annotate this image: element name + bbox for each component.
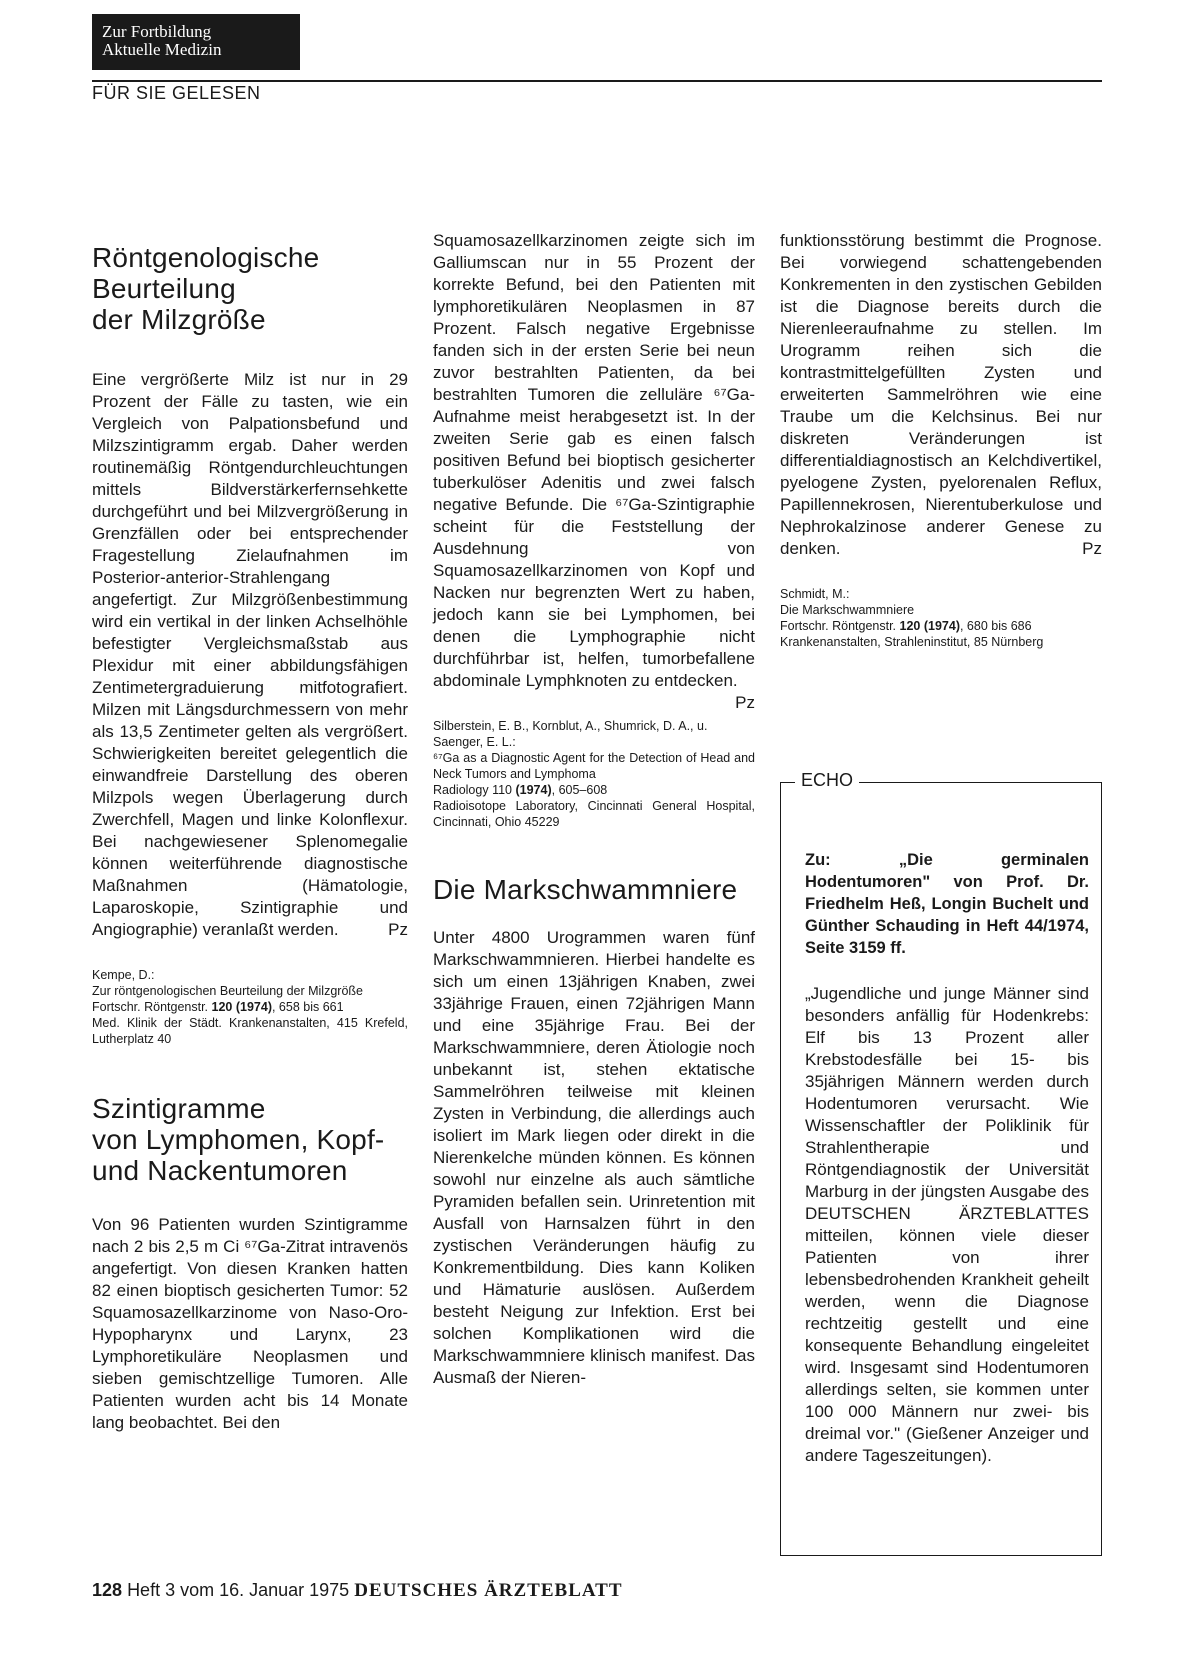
article3-signature: Pz <box>1082 539 1102 558</box>
header-rule <box>92 80 1102 82</box>
echo-headline: Zu: „Die germinalen Hodentumoren" von Prof. Dr. Friedhelm Heß, Longin Buchelt und Günther Schauding in Heft 44/1974, Seite 3159 ff. <box>805 851 1089 957</box>
article1-body: Eine vergrößerte Milz ist nur in 29 Prozent der Fälle zu tasten, wie ein Vergleich von Palpationsbefund und Milzszintigramm ergab. Daher werden routinemäßig Röntgendurchleuchtungen mittels Bildverstärkerfernsehkette durchgeführt und bei Milzvergrößerung in Grenzfällen oder bei entsprechender Fragestellung Zielaufnahmen im Posterior-anterior-Strahlengang angefertigt. Zur Milzgrößenbestimmung wird ein vertikal in der linken Achselhöhle befestigter Vergleichsmaßstab aus Plexidur mit einer abbildungsfähigen Zentimetergraduierung mitfotografiert. Milzen mit Längsdurchmessern von mehr als 13,5 Zentimeter gelten als vergrößert. Schwierigkeiten bereitet gelegentlich die einwandfreie Darstellung des oberen Milzpols wegen Überlagerung durch Zwerchfell, Magen und linke Kolonflexur. Bei nachgewiesener Splenomegalie können weiterführende diagnostische Maßnahmen (Hämatologie, Laparoskopie, Szintigraphie und Angiographie) veranlaßt werden. Pz <box>92 370 408 939</box>
article3-body-part1: Unter 4800 Urogrammen waren fünf Markschwammnieren. Hierbei handelte es sich um einen 13jährigen Knaben, zwei 33jährige Frauen, einen 72jährigen Mann und eine 35jährige Frau. Bei der Markschwammniere, deren Ätiologie noch unbekannt ist, stehen ektatische Sammelröhren teilweise mit kleinen Zysten in Verbindung, die allerdings auch isoliert im Mark liegen oder direkt in die Nierenkelche münden können. Es können sowohl nur einzelne als auch sämtliche Pyramiden befallen sein. Urinretention mit Ausfall von Harnsalzen führt in den zystischen Veränderungen häufig zu Konkrementbildung. Dies kann Koliken und Hämaturie auslösen. Außerdem besteht Neigung zur Infektion. Erst bei solchen Komplikationen wird die Markschwammniere klinisch manifest. Das Ausmaß der Nieren- <box>433 928 755 1387</box>
magazine-name: DEUTSCHES ÄRZTEBLATT <box>354 1580 623 1601</box>
section-title: FÜR SIE GELESEN <box>92 83 261 103</box>
rubric-line-1: Zur Fortbildung <box>102 22 212 41</box>
column-1 <box>92 232 408 1434</box>
article2-title: Szintigramme von Lymphomen, Kopf- und Nackentumoren <box>92 1093 385 1186</box>
echo-text: „Jugendliche und junge Männer sind besonders anfällig für Hodenkrebs: Elf bis 13 Prozent aller Krebstodesfälle bei 15- bis 35jährigen Männern werden durch Hodentumoren verursacht. Wie Wissenschaftler der Poliklinik für Strahlentherapie und Röntgendiagnostik der Universität Marburg in der jüngsten Ausgabe des DEUTSCHEN ÄRZTEBLATTES mitteilen, können viele dieser Patienten von ihrer lebensbedrohenden Krankheit geheilt werden, wenn die Diagnose rechtzeitig gestellt und eine konsequente Behandlung eingeleitet wird. Insgesamt sind Hodentumoren allerdings selten, sie kommen unter 100 000 Männern nur zwei- bis dreimal vor." (Gießener Anzeiger und andere Tageszeitungen). <box>805 984 1089 1465</box>
article3-reference: Schmidt, M.: Die Markschwammniere Fortschr. Röntgenstr. 120 (1974), 680 bis 686 Krankenanstalten, Strahleninstitut, 85 Nürnberg <box>780 587 1044 649</box>
page-number: 128 <box>92 1580 123 1600</box>
page-footer <box>92 1580 623 1602</box>
article1-reference: Kempe, D.: Zur röntgenologischen Beurteilung der Milzgröße Fortschr. Röntgenstr. 120 (1974), 658 bis 661 Med. Klinik der Städt. Krankenanstalten, 415 Krefeld, Lutherplatz 40 <box>92 968 408 1046</box>
column-3 <box>780 230 1102 650</box>
article3-title: Die Markschwammniere <box>433 874 738 905</box>
rubric-line-2: Aktuelle Medizin <box>102 40 222 59</box>
rubric-tag <box>92 14 300 70</box>
article2-signature: Pz <box>735 693 755 712</box>
article2-body-part1: Von 96 Patienten wurden Szintigramme nach 2 bis 2,5 m Ci ⁶⁷Ga-Zitrat intravenös angefertigt. Von diesen Kranken hatten 82 einen bioptisch gesicherten Tumor: 52 Squamosazellkarzinome von Naso-Oro-Hypopharynx und Larynx, 23 Lymphoretikuläre Neoplasmen und sieben gemischtzellige Tumoren. Alle Patienten wurden acht bis 14 Monate lang beobachtet. Bei den <box>92 1215 408 1432</box>
article2-body-part2: Squamosazellkarzinomen zeigte sich im Galliumscan nur in 55 Prozent der korrekte Befund, bei den Patienten mit lymphoretikulären Neoplasmen in 87 Prozent. Falsch negative Ergebnisse fanden sich in der ersten Serie bei neun zuvor bestrahlten Patienten, da bei bestrahlten Tumoren die zelluläre ⁶⁷Ga-Aufnahme meist herabgesetzt ist. In der zweiten Serie gab es einen falsch positiven Befund bei bioptisch gesicherter tuberkulöser Adenitis und zwei falsch negative Befunde. Die ⁶⁷Ga-Szintigraphie scheint für die Feststellung der Ausdehnung von Squamosazellkarzinomen von Kopf und Nacken nur begrenzten Wert zu haben, jedoch kann sie bei Lymphomen, bei denen die Lymphographie nicht durchführbar ist, helfen, tumorbefallene abdominale Lymphknoten zu entdecken. Pz <box>433 231 755 712</box>
column-2 <box>433 230 755 1389</box>
article1-signature: Pz <box>388 920 408 939</box>
echo-label: ECHO <box>795 770 859 791</box>
issue-info: Heft 3 vom 16. Januar 1975 <box>127 1580 350 1600</box>
article1-title: Röntgenologische Beurteilung der Milzgröße <box>92 242 320 335</box>
article3-body-part2: funktionsstörung bestimmt die Prognose. Bei vorwiegend schattengebenden Konkrementen in den zystischen Gebilden ist die Diagnose bereits durch die Nierenleeraufnahme zu stellen. Im Urogramm reihen sich die kontrastmittelgefüllten Zysten und erweiterten Sammelröhren wie eine Traube um die Kelchsinus. Bei nur diskreten Veränderungen ist differentialdiagnostisch an Kelchdivertikel, pyelogene Zysten, pyelorenalen Reflux, Papillennekrosen, Nierentuberkulose und Nephrokalzinose anderer Genese zu denken. Pz <box>780 231 1102 558</box>
article2-reference: Silberstein, E. B., Kornblut, A., Shumrick, D. A., u. Saenger, E. L.: ⁶⁷Ga as a Diagnostic Agent for the Detection of Head and Neck Tumors and Lymphoma Radiology 110 (1974), 605–608 Radioisotope Laboratory, Cincinnati General Hospital, Cincinnati, Ohio 45229 <box>433 719 755 829</box>
echo-box <box>780 770 1102 1556</box>
